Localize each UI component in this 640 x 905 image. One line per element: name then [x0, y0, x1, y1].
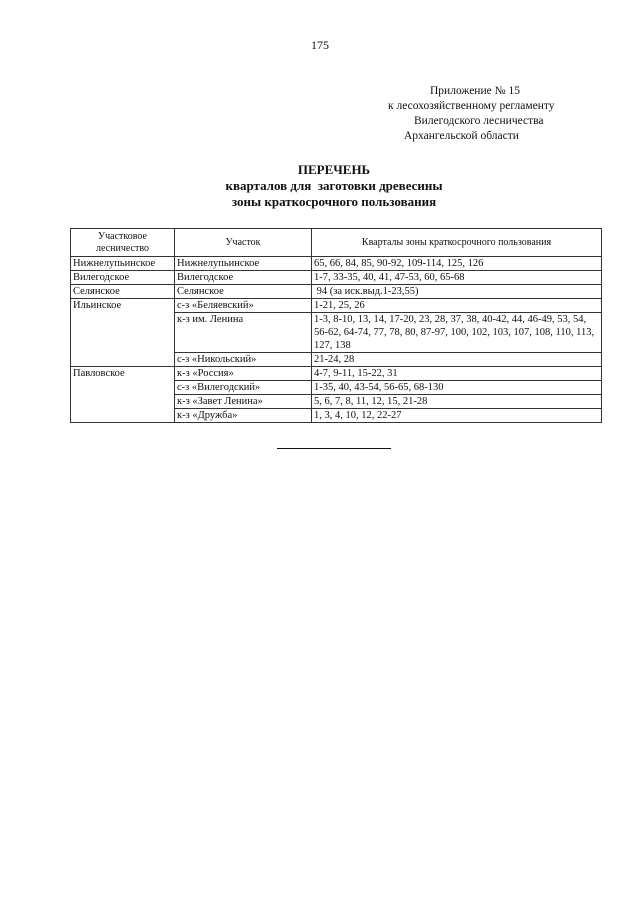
cell-quarters: 65, 66, 84, 85, 90-92, 109-114, 125, 126	[312, 257, 602, 271]
cell-section: с-з «Вилегодский»	[175, 381, 312, 395]
appendix-number: Приложение № 15	[430, 85, 520, 97]
cell-forestry: Селянское	[71, 285, 175, 299]
cell-forestry: Нижнелупьинское	[71, 257, 175, 271]
table-row	[71, 257, 602, 271]
table-header-row	[71, 229, 602, 257]
cell-forestry: Вилегодское	[71, 271, 175, 285]
page-number: 175	[311, 38, 329, 52]
cell-section: Нижнелупьинское	[175, 257, 312, 271]
cell-quarters: 21-24, 28	[312, 353, 602, 367]
cell-quarters: 1-3, 8-10, 13, 14, 17-20, 23, 28, 37, 38, 40-42, 44, 46-49, 53, 54, 56-62, 64-74, 77, 78, 80, 87-97, 100, 102, 103, 107, 108, 110, 113, 127, 138	[312, 313, 602, 353]
cell-quarters: 94 (за иск.выд.1-23,55)	[312, 285, 602, 299]
cell-section: с-з «Никольский»	[175, 353, 312, 367]
table-row	[71, 285, 602, 299]
cell-section: Селянское	[175, 285, 312, 299]
document-title	[0, 162, 640, 210]
appendix-regulation: к лесохозяйственному регламенту	[388, 100, 555, 112]
cell-quarters: 5, 6, 7, 8, 11, 12, 15, 21-28	[312, 395, 602, 409]
title-line-2: кварталов для заготовки древесины	[225, 178, 443, 193]
cell-quarters: 1-21, 25, 26	[312, 299, 602, 313]
appendix-header	[380, 84, 580, 144]
table-row	[71, 367, 602, 381]
cell-quarters: 1-7, 33-35, 40, 41, 47-53, 60, 65-68	[312, 271, 602, 285]
table-row	[71, 299, 602, 313]
header-section: Участок	[175, 229, 312, 257]
table-row	[71, 271, 602, 285]
cell-quarters: 1, 3, 4, 10, 12, 22-27	[312, 409, 602, 423]
header-quarters: Кварталы зоны краткосрочного пользования	[312, 229, 602, 257]
cell-section: к-з им. Ленина	[175, 313, 312, 353]
cell-section: к-з «Завет Ленина»	[175, 395, 312, 409]
header-forestry: Участковое лесничество	[71, 229, 175, 257]
cell-section: к-з «Дружба»	[175, 409, 312, 423]
cell-section: с-з «Беляевский»	[175, 299, 312, 313]
cell-quarters: 1-35, 40, 43-54, 56-65, 68-130	[312, 381, 602, 395]
cell-section: Вилегодское	[175, 271, 312, 285]
cell-section: к-з «Россия»	[175, 367, 312, 381]
quarters-table	[70, 228, 602, 423]
cell-quarters: 4-7, 9-11, 15-22, 31	[312, 367, 602, 381]
appendix-region: Архангельской области	[404, 130, 519, 142]
title-line-3: зоны краткосрочного пользования	[231, 194, 437, 209]
cell-forestry: Ильинское	[71, 299, 175, 367]
end-separator-line	[277, 448, 391, 449]
title-line-1: ПЕРЕЧЕНЬ	[297, 162, 371, 177]
cell-forestry: Павловское	[71, 367, 175, 423]
appendix-forestry: Вилегодского лесничества	[414, 115, 544, 127]
